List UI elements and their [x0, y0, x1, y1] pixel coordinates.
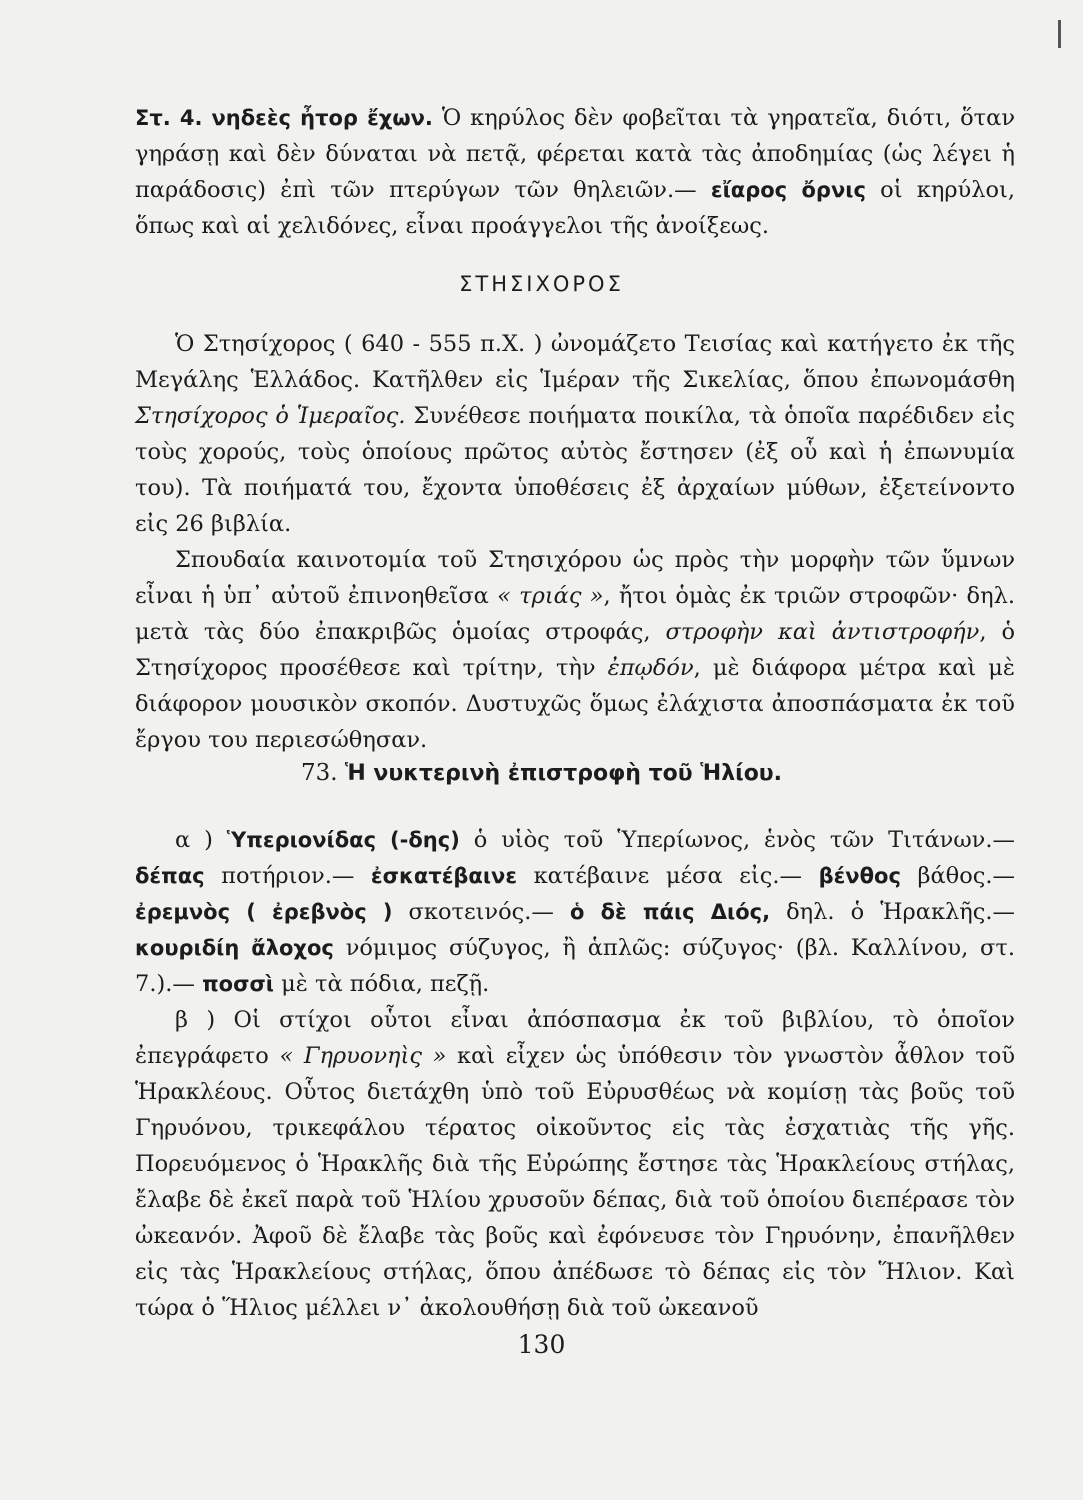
stesichorus-bio: [135, 326, 1015, 758]
gloss-text: ποτήριον.—: [221, 863, 355, 889]
section-heading: Ἡ νυκτερινὴ ἐπιστροφὴ τοῦ Ἡλίου.: [344, 761, 783, 786]
gloss-term: δέπας: [135, 864, 205, 888]
gloss-text: μὲ τὰ πόδια, πεζῇ.: [281, 971, 490, 997]
gloss-term: ὁ δὲ πάις Διός,: [569, 900, 771, 924]
gloss-term: εἴαρος ὄρνις: [710, 178, 866, 202]
section-number: 73.: [300, 760, 338, 786]
bio-text: , ἤτοι ὁμὰς ἐκ τριῶν στροφῶν· δηλ. μετὰ τὰς δύο ἐπακριβῶς ὁμοίας στροφάς,: [135, 583, 1015, 645]
bio-paragraph-1: [135, 326, 1015, 542]
note-italic: « Γηρυονηὶς »: [279, 1043, 447, 1069]
note-label: β ): [175, 1007, 216, 1033]
note-text: Οἱ στίχοι οὗτοι εἶναι ἀπόσπασμα ἐκ τοῦ βιβλίου, τὸ ὁποῖον ἐπεγράφετο: [135, 1007, 1015, 1069]
gloss-term: ἐσκατέβαινε: [370, 864, 518, 888]
gloss-term: βένθος: [818, 864, 901, 888]
gloss-text: Ὁ κηρύλος δὲν φοβεῖται τὰ γηρατεῖα, διότι, ὅταν γηράσῃ καὶ δὲν δύναται νὰ πετᾷ, φέρεται κατὰ τὰς ἀποδημίας (ὡς λέγει ἡ παράδοσις) ἐπὶ τῶν πτερύγων τῶν θηλειῶν.—: [135, 105, 1015, 203]
note-b: [135, 1002, 1015, 1326]
gloss-text: δηλ. ὁ Ἡρακλῆς.—: [786, 899, 1016, 925]
bio-text: Σπουδαία καινοτομία τοῦ Στησιχόρου ὡς πρὸς τὴν μορφὴν τῶν ὕμνων εἶναι ἡ ὑπ᾽ αὐτοῦ ἐπινοηθεῖσα: [135, 547, 1015, 609]
gloss-text: οἱ κηρύλοι, ὅπως καὶ αἱ χελιδόνες, εἶναι προάγγελοι τῆς ἀνοίξεως.: [135, 177, 1015, 239]
notes-verse-4: [135, 100, 1015, 244]
note-label: α ): [175, 827, 213, 853]
gloss-term: νηδεὲς ἦτορ ἔχων.: [211, 106, 433, 130]
bio-text: , μὲ διάφορα μέτρα καὶ μὲ διάφορον μουσικὸν σκοπόν. Δυστυχῶς ὅμως ἐλάχιστα ἀποσπάσματα ἐκ τοῦ ἔργου του περιεσώθησαν.: [135, 655, 1015, 753]
gloss-text: βάθος.—: [917, 863, 1016, 889]
gloss-term: ἐρεμνὸς ( ἐρεβνὸς ): [135, 900, 393, 924]
gloss-term: κουριδίη ἄλοχος: [135, 936, 334, 960]
margin-mark: [1058, 20, 1061, 48]
bio-italic: στροφὴν καὶ ἀντιστροφήν: [665, 619, 980, 645]
gloss-text: ὁ υἱὸς τοῦ Ὑπερίωνος, ἑνὸς τῶν Τιτάνων.—: [473, 827, 1015, 853]
section-title: [0, 760, 1083, 786]
gloss-text: κατέβαινε μέσα εἰς.—: [533, 863, 802, 889]
bio-italic: Στησίχορος ὁ Ἱμεραῖος.: [135, 403, 406, 429]
gloss-term: Ὑπεριονίδας (-δης): [226, 828, 460, 852]
bio-text: Ὁ Στησίχορος ( 640 - 555 π.Χ. ) ὠνομάζετο Τεισίας καὶ κατήγετο ἐκ τῆς Μεγάλης Ἑλλάδος. Κατῆλθεν εἰς Ἱμέραν τῆς Σικελίας, ὅπου ἐπωνομάσθη: [135, 331, 1015, 393]
note-text: καὶ εἶχεν ὡς ὑπόθεσιν τὸν γνωστὸν ἆθλον τοῦ Ἡρακλέους. Οὗτος διετάχθη ὑπὸ τοῦ Εὐρυσθέως νὰ κομίσῃ τὰς βοῦς τοῦ Γηρυόνου, τρικεφάλου τέρατος οἰκοῦντος εἰς τὰς ἐσχατιὰς τῆς γῆς. Πορευόμενος ὁ Ἡρακλῆς διὰ τῆς Εὐρώπης ἔστησε τὰς Ἡρακλείους στήλας, ἔλαβε δὲ ἐκεῖ παρὰ τοῦ Ἡλίου χρυσοῦν δέπας, διὰ τοῦ ὁποίου διεπέρασε τὸν ὠκεανόν. Ἀφοῦ δὲ ἔλαβε τὰς βοῦς καὶ ἐφόνευσε τὸν Γηρυόνην, ἐπανῆλθεν εἰς τὰς Ἡρακλείους στήλας, ὅπου ἀπέδωσε τὸ δέπας εἰς τὸν Ἥλιον. Καὶ τώρα ὁ Ἥλιος μέλλει ν᾽ ἀκολουθήσῃ διὰ τοῦ ὠκεανοῦ: [135, 1043, 1016, 1321]
bio-italic: ἐπῳδόν: [607, 655, 694, 681]
bio-text: Συνέθεσε ποιήματα ποικίλα, τὰ ὁποῖα παρέδιδεν εἰς τοὺς χορούς, τοὺς ὁποίους πρῶτος αὐτὸς ἔστησεν (ἐξ οὗ καὶ ἡ ἐπωνυμία του). Τὰ ποιήματά του, ἔχοντα ὑποθέσεις ἐξ ἀρχαίων μύθων, ἐξετείνοντο εἰς 26 βιβλία.: [135, 403, 1016, 537]
author-heading: ΣΤΗΣΙΧΟΡΟΣ: [459, 272, 624, 296]
bio-paragraph-2: [135, 542, 1015, 758]
gloss-term: ποσσὶ: [202, 972, 274, 996]
gloss-text: νόμιμος σύζυγος, ἢ ἁπλῶς: σύζυγος· (βλ. Καλλίνου, στ. 7.).—: [135, 935, 1016, 997]
page-number: 130: [517, 1330, 566, 1359]
note-a: [135, 822, 1015, 1002]
gloss-text: σκοτεινός.—: [408, 899, 554, 925]
section-73-notes: [135, 822, 1015, 1326]
bio-italic: « τριάς »: [497, 583, 604, 609]
verse-label: Στ. 4.: [135, 106, 203, 130]
bio-text: , ὁ Στησίχορος προσέθεσε καὶ τρίτην, τὴν: [135, 619, 1015, 681]
